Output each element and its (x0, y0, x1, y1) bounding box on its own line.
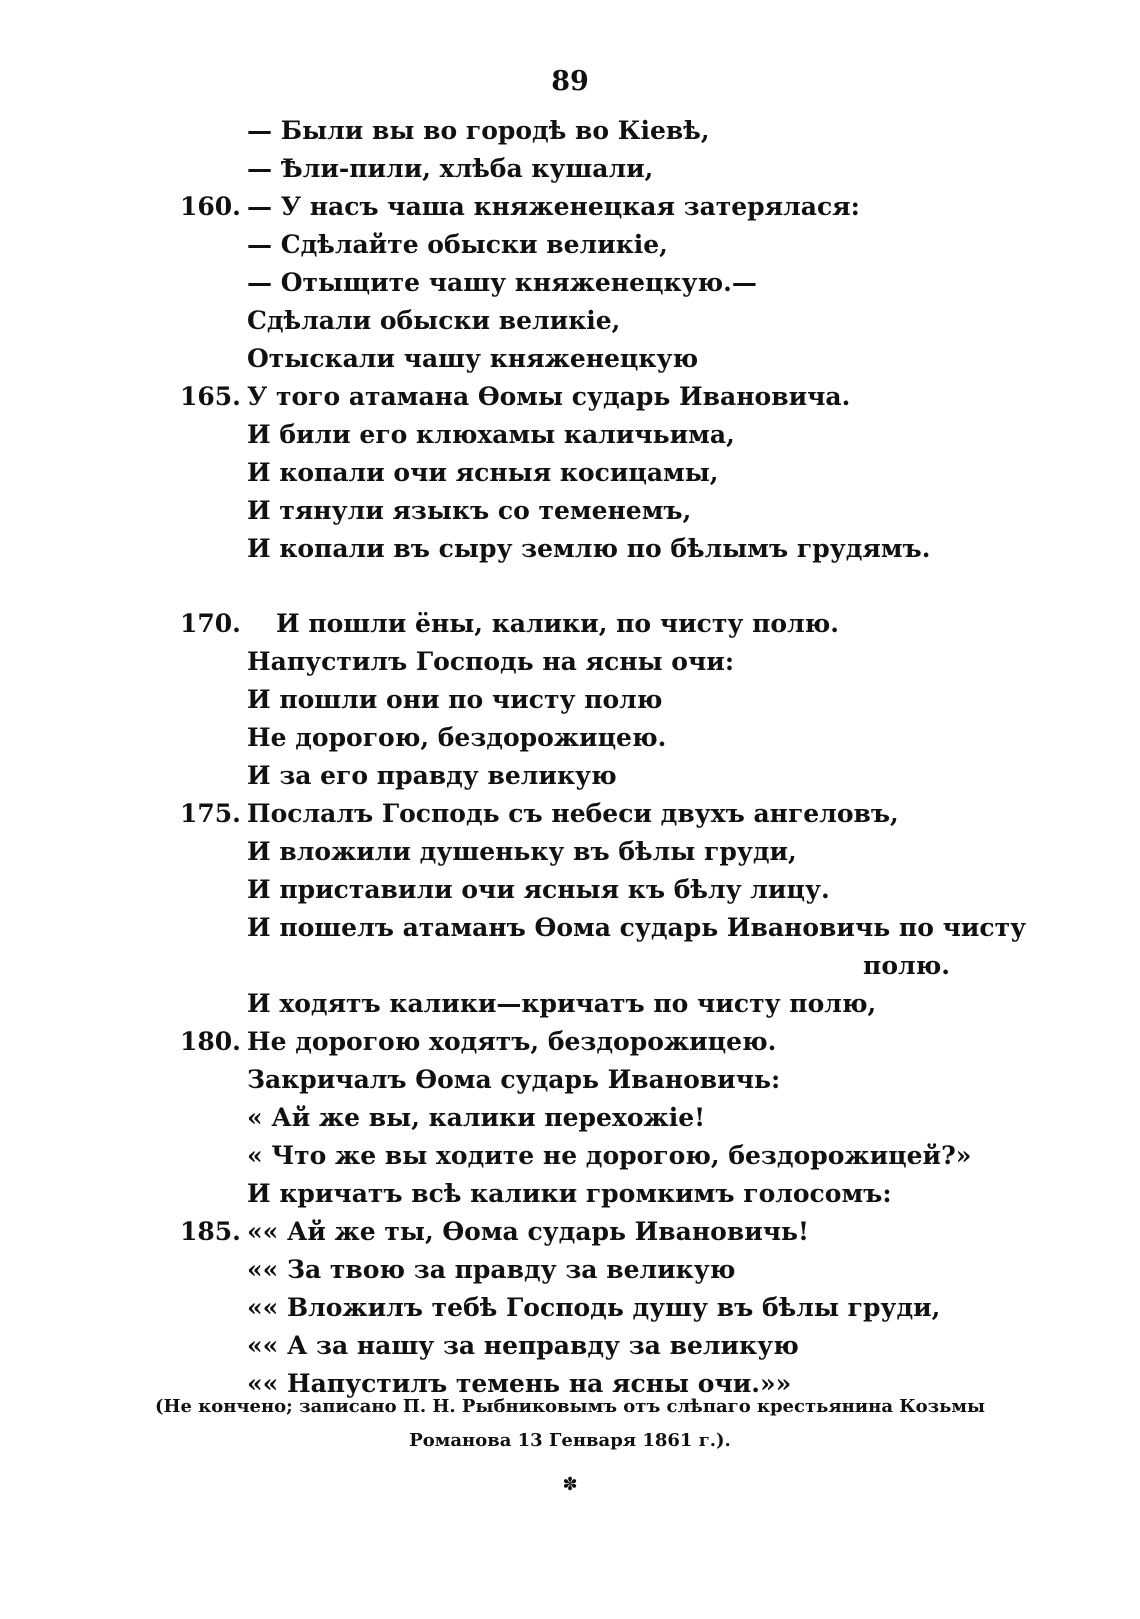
verse-line (0, 1099, 1140, 1137)
verse-line (0, 605, 1140, 643)
verse-text: Не дорогою, бездорожицею. (247, 723, 667, 752)
verse-text: «« Ай же ты, Ѳома сударь Ивановичь! (247, 1217, 809, 1246)
verse-line (0, 378, 1140, 416)
verse-line (0, 1289, 1140, 1327)
verse-line (0, 833, 1140, 871)
verse-line (0, 492, 1140, 530)
verse-text: И за его правду великую (247, 761, 617, 790)
line-number: 175. (180, 799, 241, 828)
verse-text: И пошли они по чисту полю (247, 685, 663, 714)
verse-text: И копали очи ясныя косицамы, (247, 458, 719, 487)
verse-text: «« Напустилъ темень на ясны очи.»» (247, 1369, 792, 1398)
verse-text: Закричалъ Ѳома сударь Ивановичь: (247, 1065, 781, 1094)
verse-line (0, 1023, 1140, 1061)
verse-text: — Ѣли-пили, хлѣба кушали, (247, 154, 654, 183)
verse-line (0, 416, 1140, 454)
verse-line (0, 112, 1140, 150)
verse-text: И пошелъ атаманъ Ѳома сударь Ивановичь по чисту (247, 913, 1027, 942)
verse-line (0, 1061, 1140, 1099)
verse-line (0, 340, 1140, 378)
verse-line (0, 150, 1140, 188)
verse-line (0, 302, 1140, 340)
verse-line (0, 909, 1140, 947)
verse-text: И били его клюхамы каличьима, (247, 420, 735, 449)
verse-text: «« За твою за правду за великую (247, 1255, 736, 1284)
verse-line (0, 719, 1140, 757)
verse-line (0, 264, 1140, 302)
verse-text: И копали въ сыру землю по бѣлымъ грудямъ. (247, 534, 931, 563)
verse-text: «« Вложилъ тебѣ Господь душу въ бѣлы груди, (247, 1293, 941, 1322)
verse-line (0, 871, 1140, 909)
footnote-line: (Не кончено; записано П. Н. Рыбниковымъ отъ слѣпаго крестьянина Козьмы (154, 1396, 986, 1417)
line-number: 160. (180, 192, 241, 221)
poem-body (0, 112, 1140, 1403)
verse-text: И тянули языкъ со теменемъ, (247, 496, 692, 525)
verse-text: полю. (863, 951, 950, 980)
verse-text: Послалъ Господь съ небеси двухъ ангеловъ, (247, 799, 899, 828)
verse-line (0, 530, 1140, 568)
verse-line (0, 1137, 1140, 1175)
verse-line (0, 1327, 1140, 1365)
verse-line (0, 226, 1140, 264)
verse-line (0, 1251, 1140, 1289)
footnote-line: Романова 13 Генваря 1861 г.). (409, 1430, 731, 1451)
verse-text: У того атамана Ѳомы сударь Ивановича. (247, 382, 851, 411)
verse-text: « Что же вы ходите не дорогою, бездорожицей?» (247, 1141, 972, 1170)
verse-text: И приставили очи ясныя къ бѣлу лицу. (247, 875, 830, 904)
verse-line (0, 1213, 1140, 1251)
verse-text: — Отыщите чашу княженецкую.— (247, 268, 757, 297)
verse-line-continuation (0, 947, 1140, 985)
verse-text: Напустилъ Господь на ясны очи: (247, 647, 735, 676)
verse-text: — У насъ чаша княженецкая затерялася: (247, 192, 860, 221)
verse-line (0, 1175, 1140, 1213)
verse-text: — Сдѣлайте обыски великіе, (247, 230, 668, 259)
footnote (0, 1390, 1140, 1458)
verse-line (0, 795, 1140, 833)
line-number: 180. (180, 1027, 241, 1056)
verse-text: «« А за нашу за неправду за великую (247, 1331, 799, 1360)
verse-line (0, 757, 1140, 795)
verse-text: Сдѣлали обыски великіе, (247, 306, 621, 335)
verse-text: — Были вы во городѣ во Кіевѣ, (247, 116, 710, 145)
line-number: 170. (180, 609, 241, 638)
verse-line (0, 681, 1140, 719)
stanza-break (0, 568, 1140, 605)
page-number: 89 (551, 66, 589, 97)
line-number: 165. (180, 382, 241, 411)
line-number: 185. (180, 1217, 241, 1246)
verse-line (0, 188, 1140, 226)
verse-text: И кричатъ всѣ калики громкимъ голосомъ: (247, 1179, 892, 1208)
verse-text: « Ай же вы, калики перехожіе! (247, 1103, 706, 1132)
verse-text: Не дорогою ходятъ, бездорожицею. (247, 1027, 777, 1056)
verse-text: Отыскали чашу княженецкую (247, 344, 699, 373)
end-ornament-icon: ✽ (562, 1474, 578, 1495)
verse-text: И пошли ёны, калики, по чисту полю. (276, 609, 840, 638)
verse-text: И вложили душеньку въ бѣлы груди, (247, 837, 797, 866)
verse-line (0, 454, 1140, 492)
verse-line (0, 643, 1140, 681)
verse-line (0, 985, 1140, 1023)
verse-text: И ходятъ калики—кричатъ по чисту полю, (247, 989, 877, 1018)
